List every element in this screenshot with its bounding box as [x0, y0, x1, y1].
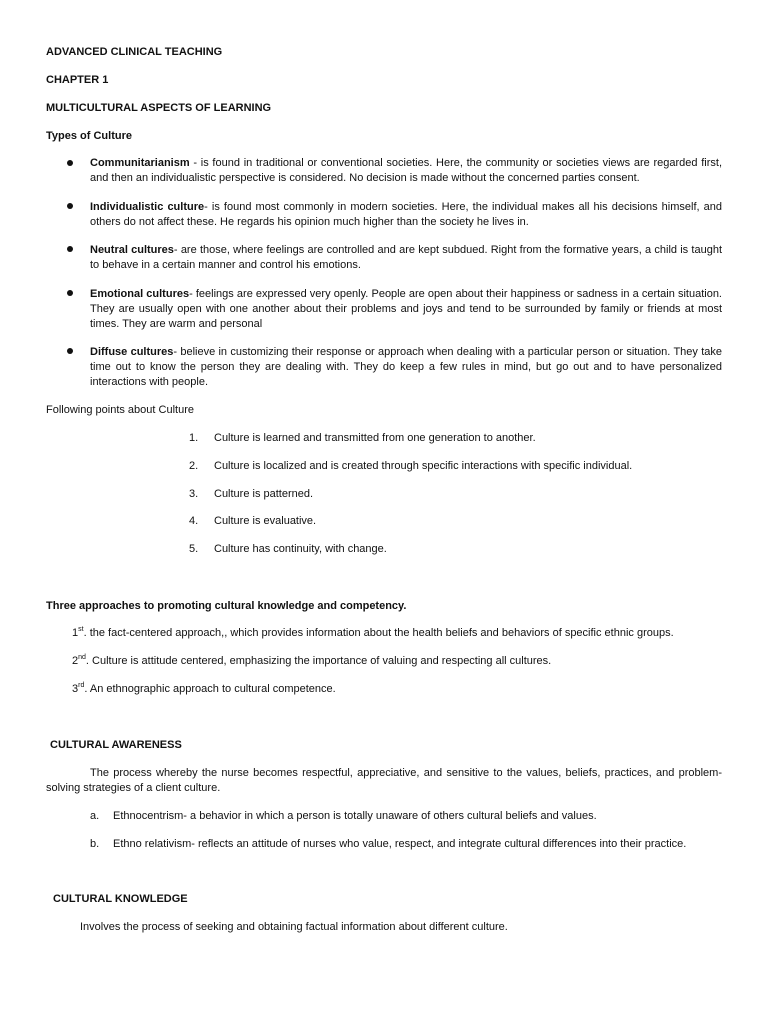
points-intro: Following points about Culture [46, 404, 194, 416]
list-item-text: Culture is localized and is created through specific interactions with specific individual. [214, 460, 633, 472]
list-item [189, 431, 536, 446]
list-item-text: - feelings are expressed very openly. People are open about their happiness or sadness in a certain situation. They are usually open with one another about their problems and joys and tend to be surrounded by family or friends at most times. They are warm and personal [90, 288, 722, 330]
list-item-text: . An ethnographic approach to cultural competence. [84, 683, 336, 695]
list-item-term: Communitarianism [90, 157, 190, 169]
list-item-text: . the fact-centered approach,, which provides information about the health beliefs and behaviors of specific ethnic groups. [83, 627, 674, 639]
list-item [90, 287, 722, 332]
bullet-icon [67, 160, 73, 166]
list-item-text: Culture is learned and transmitted from one generation to another. [214, 432, 536, 444]
course-title: ADVANCED CLINICAL TEACHING [46, 46, 223, 58]
list-item [189, 459, 632, 474]
list-item [90, 809, 597, 824]
list-item [90, 345, 722, 390]
list-item-term: Individualistic culture [90, 201, 205, 213]
list-item-number: 4. [189, 515, 199, 527]
list-item-number: 2 [72, 655, 79, 667]
list-item [189, 514, 316, 529]
list-item-term: Neutral cultures [90, 244, 174, 256]
list-item-text: - believe in customizing their response or approach when dealing with a particular person or situation. They take time out to know the person they are dealing with. They do keep a few rules in mind, but go out and to have personalized interactions with people. [90, 346, 722, 388]
list-item [90, 200, 722, 230]
list-item-number: 1 [72, 627, 79, 639]
list-item-term: Diffuse cultures [90, 346, 174, 358]
ordinal-suffix: rd [78, 682, 85, 689]
list-item-text: - is found in traditional or conventional societies. Here, the community or societies views are regarded first, and then an individualistic perspective is considered. No decision is made without the concerned parties consent. [90, 157, 722, 184]
chapter-title: MULTICULTURAL ASPECTS OF LEARNING [46, 102, 272, 114]
list-item [72, 654, 551, 669]
types-of-culture-heading: Types of Culture [46, 130, 132, 142]
list-item-text: Ethno relativism- reflects an attitude of nurses who value, respect, and integrate cultural differences into their practice. [113, 838, 687, 850]
list-item-label: b. [90, 838, 100, 850]
bullet-icon [67, 203, 73, 209]
approaches-heading: Three approaches to promoting cultural knowledge and competency. [46, 600, 407, 612]
list-item-text: - is found most commonly in modern societies. Here, the individual makes all his decisions himself, and others do not affect these. He regards his opinion much higher than the society he lives in. [90, 201, 723, 228]
list-item-text: - are those, where feelings are controlled and are kept subdued. Right from the formative years, a child is taught to behave in a certain manner and control his emotions. [90, 244, 722, 271]
chapter-label: CHAPTER 1 [46, 74, 109, 86]
ordinal-suffix: st [78, 626, 84, 633]
cultural-awareness-heading: CULTURAL AWARENESS [50, 739, 182, 751]
list-item [72, 682, 336, 697]
list-item [189, 487, 313, 502]
list-item-number: 3. [189, 488, 199, 500]
list-item-text: . Culture is attitude centered, emphasizing the importance of valuing and respecting all cultures. [85, 655, 552, 667]
list-item-number: 5. [189, 543, 199, 555]
cultural-knowledge-heading: CULTURAL KNOWLEDGE [53, 893, 188, 905]
list-item-text: Culture is patterned. [214, 488, 314, 500]
cultural-awareness-paragraph: The process whereby the nurse becomes respectful, appreciative, and sensitive to the values, beliefs, practices, and problem-solving strategies of a client culture. [46, 767, 722, 794]
list-item-label: a. [90, 810, 100, 822]
list-item-number: 3 [72, 683, 79, 695]
list-item-text: Ethnocentrism- a behavior in which a person is totally unaware of others cultural beliefs and values. [113, 810, 597, 822]
list-item-text: Culture has continuity, with change. [214, 543, 387, 555]
cultural-knowledge-paragraph: Involves the process of seeking and obtaining factual information about different culture. [80, 921, 508, 933]
list-item [90, 837, 686, 852]
list-item [189, 542, 387, 557]
list-item-text: Culture is evaluative. [214, 515, 317, 527]
bullet-icon [67, 348, 73, 354]
list-item [90, 156, 722, 186]
list-item-term: Emotional cultures [90, 288, 190, 300]
list-item [72, 626, 674, 641]
ordinal-suffix: nd [78, 654, 86, 661]
list-item-number: 1. [189, 432, 199, 444]
bullet-icon [67, 246, 73, 252]
list-item [90, 243, 722, 273]
bullet-icon [67, 290, 73, 296]
list-item-number: 2. [189, 460, 199, 472]
